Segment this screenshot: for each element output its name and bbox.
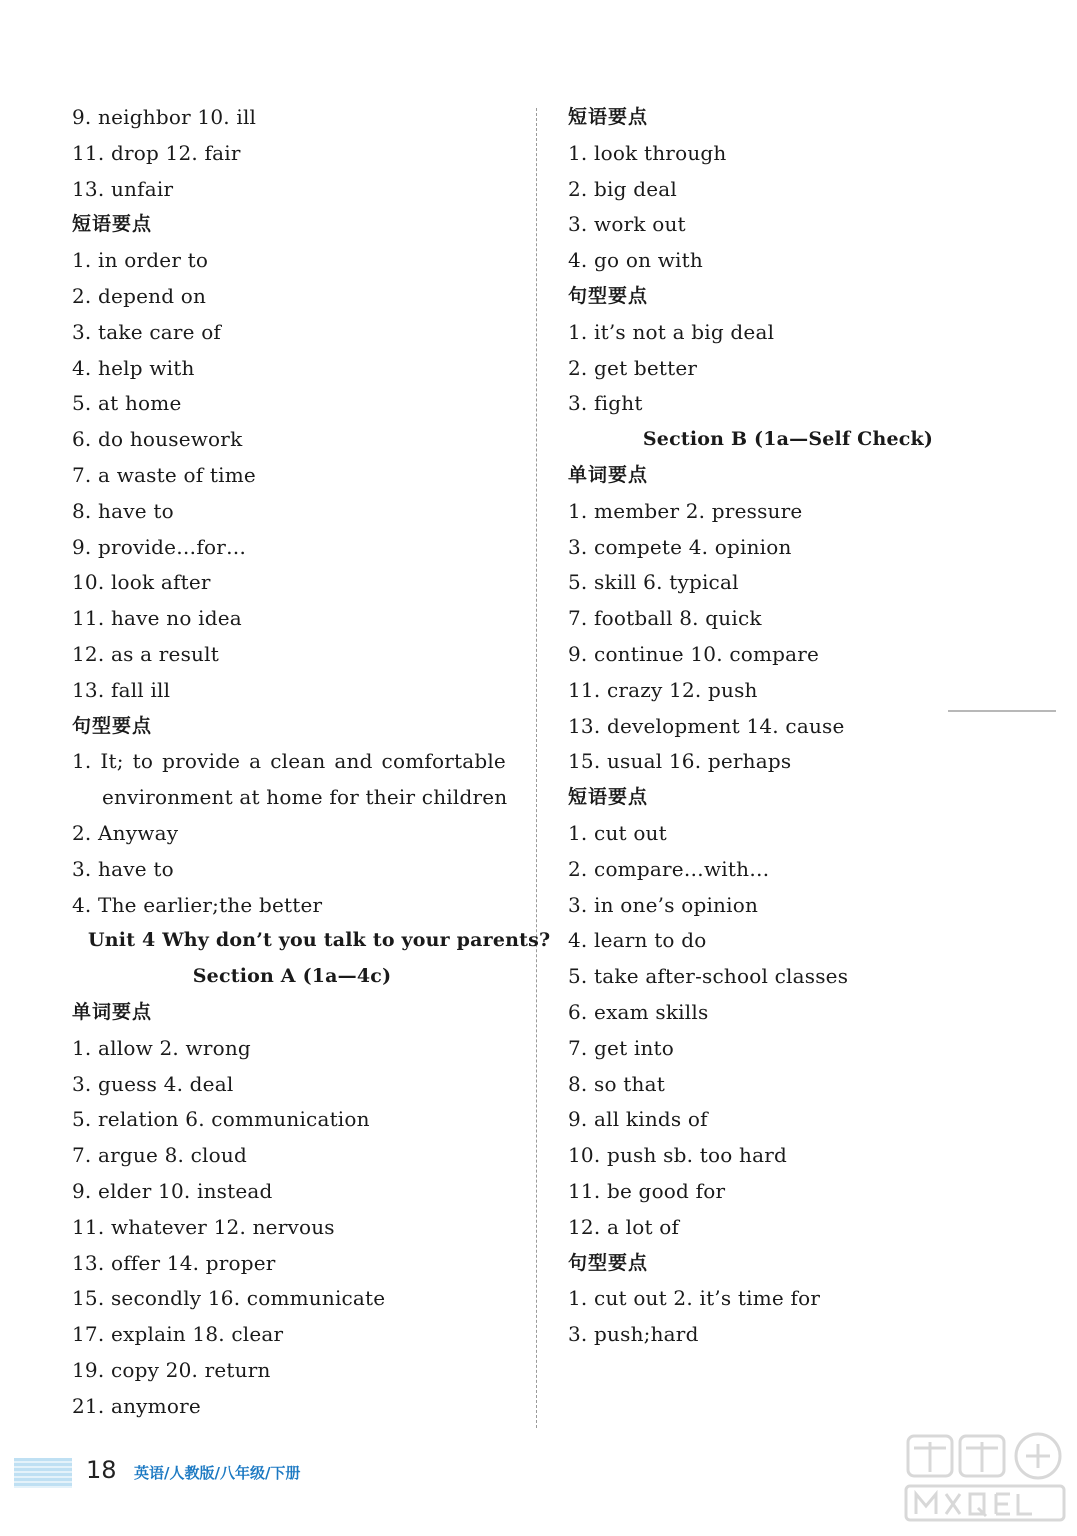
phrase-item: 11. be good for <box>568 1178 726 1203</box>
phrase-item: 7. a waste of time <box>72 462 256 487</box>
sentence-item: 2. get better <box>568 355 698 380</box>
phrase-item: 3. work out <box>568 212 686 237</box>
sentence-item: 3. fight <box>568 391 643 416</box>
section-title: Section B (1a—Self Check) <box>642 428 934 451</box>
vocab-line: 3. guess 4. deal <box>72 1071 234 1096</box>
vocab-line: 13. unfair <box>72 176 174 201</box>
sentence-item: 3. push;hard <box>568 1322 699 1347</box>
sentence-item: 1. cut out 2. it’s time for <box>568 1286 821 1311</box>
phrase-item: 7. get into <box>568 1035 675 1060</box>
sentence-item: 4. The earlier;the better <box>72 892 323 917</box>
vocab-line: 11. drop 12. fair <box>72 140 241 165</box>
phrase-item: 5. at home <box>72 391 182 416</box>
vocab-line: 15. secondly 16. communicate <box>72 1286 386 1311</box>
phrase-item: 2. compare…with… <box>568 856 770 881</box>
vocab-line: 15. usual 16. perhaps <box>568 749 792 774</box>
sentences-heading: 句型要点 <box>72 714 153 737</box>
vocab-line: 1. allow 2. wrong <box>72 1035 251 1060</box>
section-title: Section A (1a—4c) <box>192 965 392 988</box>
sentence-item: 3. have to <box>72 856 174 881</box>
phrase-item: 3. take care of <box>72 319 222 344</box>
vocab-line: 11. whatever 12. nervous <box>72 1214 335 1239</box>
book-info: 英语/人教版/八年级/下册 <box>134 1464 301 1482</box>
phrases-heading: 短语要点 <box>72 213 153 236</box>
phrase-item: 5. take after-school classes <box>568 964 849 989</box>
sentence-word: 1. <box>72 749 92 774</box>
sentence-word: provide <box>162 749 241 774</box>
sentence-item: 1. it’s not a big deal <box>568 319 775 344</box>
phrase-item: 9. provide…for… <box>72 534 247 559</box>
left-column <box>72 100 551 1424</box>
vocab-line: 7. football 8. quick <box>568 606 762 631</box>
phrase-item: 4. learn to do <box>568 928 707 953</box>
vocab-line: 1. member 2. pressure <box>568 498 803 523</box>
vocab-line: 13. offer 14. proper <box>72 1250 276 1275</box>
phrase-item: 10. look after <box>72 570 211 595</box>
phrase-item: 10. push sb. too hard <box>568 1143 787 1168</box>
footer-stripe-decoration <box>14 1458 72 1488</box>
vocab-line: 19. copy 20. return <box>72 1357 271 1382</box>
phrase-item: 3. in one’s opinion <box>568 892 759 917</box>
column-divider <box>536 108 537 1428</box>
sentence-word: and <box>334 749 373 774</box>
phrase-item: 4. go on with <box>568 248 703 273</box>
phrase-item: 12. a lot of <box>568 1214 680 1239</box>
phrase-item: 11. have no idea <box>72 606 242 631</box>
sentence-item <box>72 744 512 780</box>
vocab-heading: 单词要点 <box>568 463 649 486</box>
right-column <box>568 100 1008 1353</box>
vocab-line: 7. argue 8. cloud <box>72 1143 247 1168</box>
watermark-logo-icon <box>900 1428 1070 1528</box>
unit-title: Unit 4 Why don’t you talk to your parents? <box>88 929 551 952</box>
sentence-word: a <box>249 749 262 774</box>
phrase-item: 1. in order to <box>72 248 209 273</box>
phrases-heading: 短语要点 <box>568 786 649 809</box>
phrase-item: 1. look through <box>568 140 727 165</box>
phrase-item: 6. exam skills <box>568 999 709 1024</box>
sentences-heading: 句型要点 <box>568 1251 649 1274</box>
vocab-line: 5. relation 6. communication <box>72 1107 370 1132</box>
phrase-item: 8. so that <box>568 1071 665 1096</box>
vocab-line: 9. elder 10. instead <box>72 1178 273 1203</box>
vocab-heading: 单词要点 <box>72 1000 153 1023</box>
phrase-item: 12. as a result <box>72 641 219 666</box>
sentence-item: 2. Anyway <box>72 820 179 845</box>
vocab-line: 9. neighbor 10. ill <box>72 105 257 129</box>
phrase-item: 4. help with <box>72 355 195 380</box>
sentences-heading: 句型要点 <box>568 284 649 307</box>
vocab-line: 3. compete 4. opinion <box>568 534 792 559</box>
phrase-item: 2. big deal <box>568 176 677 201</box>
vocab-line: 11. crazy 12. push <box>568 677 758 702</box>
sentence-continuation: environment at home for their children <box>102 785 508 810</box>
vocab-line: 13. development 14. cause <box>568 713 845 738</box>
sentence-word: clean <box>270 749 326 774</box>
vocab-line: 17. explain 18. clear <box>72 1322 284 1347</box>
vocab-line: 9. continue 10. compare <box>568 641 820 666</box>
sentence-word: comfortable <box>381 749 506 774</box>
phrases-heading: 短语要点 <box>568 106 649 128</box>
sentence-word: It; <box>100 749 124 774</box>
phrase-item: 8. have to <box>72 498 174 523</box>
phrase-item: 1. cut out <box>568 820 667 845</box>
vocab-line: 5. skill 6. typical <box>568 570 739 595</box>
sentence-word: to <box>132 749 154 774</box>
phrase-item: 6. do housework <box>72 427 243 452</box>
phrase-item: 13. fall ill <box>72 677 171 702</box>
phrase-item: 2. depend on <box>72 283 207 308</box>
page-number: 18 <box>86 1456 117 1484</box>
phrase-item: 9. all kinds of <box>568 1107 708 1132</box>
vocab-line: 21. anymore <box>72 1393 201 1418</box>
